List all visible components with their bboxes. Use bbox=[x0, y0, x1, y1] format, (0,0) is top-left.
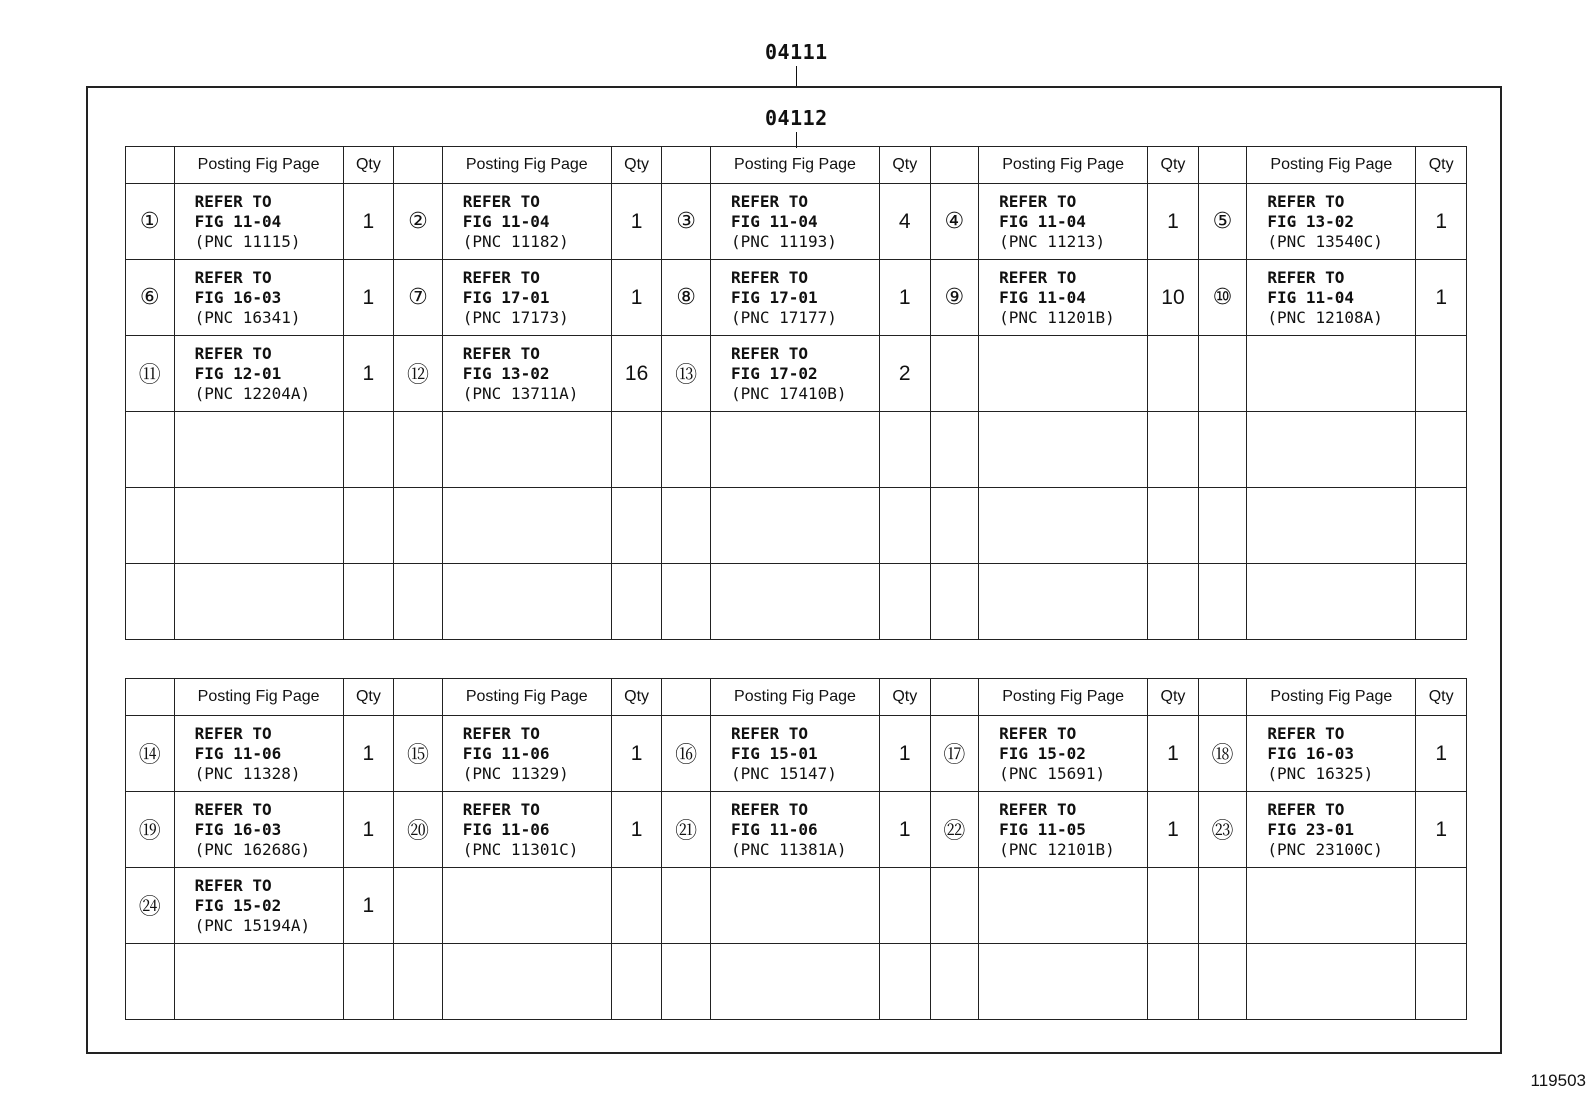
reference-line-l3: (PNC 17410B) bbox=[730, 383, 847, 403]
reference-line-l1: REFER TO bbox=[462, 799, 540, 819]
table-row bbox=[126, 260, 1467, 336]
quantity bbox=[611, 564, 662, 640]
quantity bbox=[879, 868, 930, 944]
reference-line-l2: FIG 16-03 bbox=[194, 287, 282, 307]
reference-line-l2: FIG 15-02 bbox=[999, 743, 1086, 763]
quantity: 1 bbox=[343, 716, 394, 792]
reference-line-l3: (PNC 12204A) bbox=[194, 383, 311, 403]
posting-reference bbox=[174, 944, 343, 1020]
header-qty: Qty bbox=[343, 679, 394, 716]
reference-line-l1: REFER TO bbox=[999, 267, 1077, 287]
header-qty: Qty bbox=[879, 147, 930, 184]
posting-reference bbox=[710, 412, 879, 488]
header-number-cell bbox=[662, 679, 711, 716]
item-number: ⑬ bbox=[662, 336, 711, 412]
posting-reference bbox=[710, 336, 879, 412]
reference-line-l1: REFER TO bbox=[462, 723, 540, 743]
quantity: 1 bbox=[879, 792, 930, 868]
reference-line-l2: FIG 17-01 bbox=[462, 287, 550, 307]
item-number: ④ bbox=[930, 184, 979, 260]
posting-reference bbox=[442, 336, 611, 412]
posting-reference bbox=[174, 184, 343, 260]
quantity: 1 bbox=[879, 260, 930, 336]
reference-line-l1: REFER TO bbox=[194, 343, 272, 363]
subgroup-code-label: 04112 bbox=[765, 106, 828, 130]
table-row bbox=[126, 944, 1467, 1020]
posting-reference bbox=[710, 792, 879, 868]
quantity bbox=[879, 944, 930, 1020]
reference-line-l1: REFER TO bbox=[462, 191, 540, 211]
quantity bbox=[343, 488, 394, 564]
reference-line-l3: (PNC 11182) bbox=[462, 231, 569, 251]
reference-line-l3: (PNC 11201B) bbox=[999, 307, 1115, 327]
reference-line-l1: REFER TO bbox=[999, 191, 1077, 211]
header-posting-fig-page: Posting Fig Page bbox=[979, 147, 1148, 184]
quantity: 1 bbox=[1416, 792, 1467, 868]
header-posting-fig-page: Posting Fig Page bbox=[442, 147, 611, 184]
reference-line-l2: FIG 16-03 bbox=[1267, 743, 1355, 763]
reference-line-l2: FIG 11-06 bbox=[462, 743, 550, 763]
item-number bbox=[394, 944, 443, 1020]
posting-reference bbox=[1247, 792, 1416, 868]
reference-line-l3: (PNC 17177) bbox=[730, 307, 837, 327]
reference-line-l1: REFER TO bbox=[730, 343, 809, 363]
reference-line-l3: (PNC 17173) bbox=[462, 307, 569, 327]
quantity: 1 bbox=[1416, 184, 1467, 260]
reference-line-l1: REFER TO bbox=[730, 191, 809, 211]
posting-reference bbox=[442, 792, 611, 868]
table-row bbox=[126, 412, 1467, 488]
posting-reference bbox=[1247, 488, 1416, 564]
posting-reference bbox=[442, 412, 611, 488]
posting-reference bbox=[979, 792, 1148, 868]
header-posting-fig-page: Posting Fig Page bbox=[979, 679, 1148, 716]
posting-reference bbox=[174, 412, 343, 488]
reference-line-l1: REFER TO bbox=[730, 723, 809, 743]
posting-reference bbox=[442, 868, 611, 944]
posting-reference bbox=[710, 944, 879, 1020]
item-number bbox=[394, 868, 443, 944]
reference-line-l3: (PNC 11381A) bbox=[730, 839, 847, 859]
header-posting-fig-page: Posting Fig Page bbox=[710, 679, 879, 716]
reference-line-l2: FIG 23-01 bbox=[1267, 819, 1355, 839]
header-number-cell bbox=[662, 147, 711, 184]
reference-line-l3: (PNC 13711A) bbox=[462, 383, 579, 403]
quantity: 1 bbox=[879, 716, 930, 792]
quantity: 1 bbox=[343, 336, 394, 412]
posting-reference bbox=[174, 260, 343, 336]
item-number bbox=[662, 564, 711, 640]
reference-line-l2: FIG 11-04 bbox=[194, 211, 282, 231]
item-number: ① bbox=[126, 184, 175, 260]
quantity bbox=[1148, 944, 1199, 1020]
quantity: 1 bbox=[343, 184, 394, 260]
header-posting-fig-page: Posting Fig Page bbox=[1247, 679, 1416, 716]
reference-line-l2: FIG 11-06 bbox=[730, 819, 818, 839]
item-number: ⑮ bbox=[394, 716, 443, 792]
reference-line-l3: (PNC 23100C) bbox=[1267, 839, 1383, 859]
item-number bbox=[1198, 944, 1247, 1020]
item-number bbox=[126, 412, 175, 488]
item-number bbox=[662, 488, 711, 564]
reference-line-l3: (PNC 16341) bbox=[194, 307, 301, 327]
reference-line-l3: (PNC 11213) bbox=[999, 231, 1106, 251]
reference-line-l3: (PNC 12101B) bbox=[999, 839, 1115, 859]
item-number bbox=[394, 412, 443, 488]
reference-line-l1: REFER TO bbox=[462, 267, 540, 287]
reference-line-l1: REFER TO bbox=[1267, 799, 1345, 819]
item-number: ㉒ bbox=[930, 792, 979, 868]
quantity: 1 bbox=[1148, 716, 1199, 792]
quantity bbox=[343, 564, 394, 640]
quantity: 1 bbox=[343, 260, 394, 336]
posting-reference bbox=[710, 260, 879, 336]
quantity: 1 bbox=[611, 184, 662, 260]
header-posting-fig-page: Posting Fig Page bbox=[174, 679, 343, 716]
quantity: 1 bbox=[1148, 184, 1199, 260]
quantity bbox=[1416, 564, 1467, 640]
quantity: 2 bbox=[879, 336, 930, 412]
reference-line-l3: (PNC 16268G) bbox=[194, 839, 311, 859]
quantity bbox=[611, 868, 662, 944]
item-number: ⑨ bbox=[930, 260, 979, 336]
reference-line-l2: FIG 13-02 bbox=[1267, 211, 1355, 231]
posting-reference bbox=[442, 488, 611, 564]
posting-reference bbox=[1247, 336, 1416, 412]
item-number bbox=[1198, 868, 1247, 944]
table-header-row bbox=[126, 679, 1467, 716]
reference-line-l1: REFER TO bbox=[1267, 723, 1345, 743]
posting-reference bbox=[442, 184, 611, 260]
posting-reference bbox=[442, 944, 611, 1020]
header-number-cell bbox=[930, 679, 979, 716]
group-code-leader-line bbox=[796, 66, 797, 87]
posting-reference bbox=[979, 488, 1148, 564]
illustration-serial-number: 119503 bbox=[1530, 1071, 1586, 1090]
item-number: ㉑ bbox=[662, 792, 711, 868]
quantity: 10 bbox=[1148, 260, 1199, 336]
quantity bbox=[1416, 488, 1467, 564]
table-row bbox=[126, 868, 1467, 944]
table-row bbox=[126, 792, 1467, 868]
reference-line-l2: FIG 11-04 bbox=[999, 211, 1086, 231]
quantity bbox=[879, 564, 930, 640]
reference-line-l2: FIG 11-04 bbox=[999, 287, 1086, 307]
reference-line-l1: REFER TO bbox=[730, 267, 809, 287]
header-number-cell bbox=[126, 147, 175, 184]
posting-reference bbox=[979, 564, 1148, 640]
item-number: ⑩ bbox=[1198, 260, 1247, 336]
posting-reference bbox=[174, 716, 343, 792]
item-number bbox=[930, 412, 979, 488]
reference-line-l3: (PNC 15147) bbox=[730, 763, 837, 783]
header-qty: Qty bbox=[611, 147, 662, 184]
quantity bbox=[343, 412, 394, 488]
reference-line-l1: REFER TO bbox=[1267, 267, 1345, 287]
quantity bbox=[611, 944, 662, 1020]
posting-reference bbox=[1247, 260, 1416, 336]
posting-reference bbox=[1247, 716, 1416, 792]
posting-reference bbox=[1247, 868, 1416, 944]
reference-line-l3: (PNC 11193) bbox=[730, 231, 837, 251]
reference-table-top bbox=[125, 146, 1467, 640]
header-posting-fig-page: Posting Fig Page bbox=[174, 147, 343, 184]
reference-line-l2: FIG 17-01 bbox=[730, 287, 818, 307]
posting-reference bbox=[1247, 184, 1416, 260]
header-qty: Qty bbox=[1416, 679, 1467, 716]
item-number bbox=[930, 488, 979, 564]
reference-line-l3: (PNC 15691) bbox=[999, 763, 1106, 783]
item-number bbox=[662, 944, 711, 1020]
item-number bbox=[1198, 412, 1247, 488]
quantity: 1 bbox=[611, 260, 662, 336]
quantity: 1 bbox=[611, 792, 662, 868]
item-number: ⑦ bbox=[394, 260, 443, 336]
item-number bbox=[930, 564, 979, 640]
header-posting-fig-page: Posting Fig Page bbox=[442, 679, 611, 716]
item-number: ⑯ bbox=[662, 716, 711, 792]
item-number bbox=[126, 564, 175, 640]
header-number-cell bbox=[930, 147, 979, 184]
posting-reference bbox=[442, 716, 611, 792]
item-number bbox=[1198, 336, 1247, 412]
item-number bbox=[394, 564, 443, 640]
quantity bbox=[879, 412, 930, 488]
posting-reference bbox=[174, 792, 343, 868]
table-row bbox=[126, 488, 1467, 564]
reference-line-l1: REFER TO bbox=[999, 799, 1077, 819]
reference-line-l2: FIG 13-02 bbox=[462, 363, 550, 383]
reference-line-l2: FIG 17-02 bbox=[730, 363, 818, 383]
group-code-label: 04111 bbox=[765, 40, 828, 64]
reference-line-l1: REFER TO bbox=[194, 267, 272, 287]
reference-line-l3: (PNC 11329) bbox=[462, 763, 569, 783]
header-qty: Qty bbox=[343, 147, 394, 184]
item-number bbox=[930, 944, 979, 1020]
quantity bbox=[1416, 944, 1467, 1020]
quantity bbox=[611, 412, 662, 488]
posting-reference bbox=[979, 944, 1148, 1020]
quantity: 4 bbox=[879, 184, 930, 260]
quantity bbox=[343, 944, 394, 1020]
header-qty: Qty bbox=[1148, 147, 1199, 184]
posting-reference bbox=[979, 716, 1148, 792]
header-number-cell bbox=[394, 679, 443, 716]
quantity bbox=[1148, 564, 1199, 640]
item-number bbox=[394, 488, 443, 564]
reference-line-l3: (PNC 13540C) bbox=[1267, 231, 1383, 251]
reference-line-l2: FIG 11-04 bbox=[730, 211, 818, 231]
reference-line-l1: REFER TO bbox=[462, 343, 540, 363]
header-posting-fig-page: Posting Fig Page bbox=[710, 147, 879, 184]
item-number bbox=[1198, 488, 1247, 564]
item-number bbox=[930, 868, 979, 944]
reference-line-l2: FIG 11-04 bbox=[1267, 287, 1355, 307]
posting-reference bbox=[979, 184, 1148, 260]
header-qty: Qty bbox=[1148, 679, 1199, 716]
quantity: 16 bbox=[611, 336, 662, 412]
quantity bbox=[879, 488, 930, 564]
reference-line-l2: FIG 11-06 bbox=[462, 819, 550, 839]
reference-line-l3: (PNC 11328) bbox=[194, 763, 301, 783]
quantity bbox=[1416, 868, 1467, 944]
header-posting-fig-page: Posting Fig Page bbox=[1247, 147, 1416, 184]
item-number: ⑰ bbox=[930, 716, 979, 792]
posting-reference bbox=[174, 488, 343, 564]
reference-table-bottom bbox=[125, 678, 1467, 1020]
header-number-cell bbox=[1198, 147, 1247, 184]
posting-reference bbox=[710, 868, 879, 944]
posting-reference bbox=[174, 868, 343, 944]
reference-line-l1: REFER TO bbox=[194, 799, 272, 819]
header-number-cell bbox=[394, 147, 443, 184]
reference-line-l1: REFER TO bbox=[194, 191, 272, 211]
item-number: ⑤ bbox=[1198, 184, 1247, 260]
header-number-cell bbox=[1198, 679, 1247, 716]
reference-line-l1: REFER TO bbox=[194, 723, 272, 743]
item-number: ㉓ bbox=[1198, 792, 1247, 868]
item-number bbox=[1198, 564, 1247, 640]
item-number: ⑫ bbox=[394, 336, 443, 412]
table-row bbox=[126, 184, 1467, 260]
quantity: 1 bbox=[1416, 716, 1467, 792]
reference-line-l3: (PNC 11115) bbox=[194, 231, 301, 251]
posting-reference bbox=[979, 336, 1148, 412]
item-number: ⑥ bbox=[126, 260, 175, 336]
reference-line-l1: REFER TO bbox=[1267, 191, 1345, 211]
item-number: ③ bbox=[662, 184, 711, 260]
reference-line-l1: REFER TO bbox=[999, 723, 1077, 743]
item-number bbox=[930, 336, 979, 412]
item-number bbox=[126, 488, 175, 564]
table-row bbox=[126, 336, 1467, 412]
item-number: ⑪ bbox=[126, 336, 175, 412]
posting-reference bbox=[979, 260, 1148, 336]
item-number bbox=[662, 412, 711, 488]
posting-reference bbox=[979, 868, 1148, 944]
posting-reference bbox=[1247, 564, 1416, 640]
reference-line-l1: REFER TO bbox=[194, 875, 272, 895]
posting-reference bbox=[1247, 944, 1416, 1020]
quantity bbox=[1416, 412, 1467, 488]
item-number bbox=[126, 944, 175, 1020]
quantity: 1 bbox=[343, 868, 394, 944]
item-number: ⑧ bbox=[662, 260, 711, 336]
quantity bbox=[1148, 336, 1199, 412]
reference-line-l2: FIG 15-01 bbox=[730, 743, 818, 763]
reference-line-l2: FIG 12-01 bbox=[194, 363, 282, 383]
item-number: ⑳ bbox=[394, 792, 443, 868]
quantity bbox=[1148, 868, 1199, 944]
quantity bbox=[611, 488, 662, 564]
item-number: ⑲ bbox=[126, 792, 175, 868]
posting-reference bbox=[710, 488, 879, 564]
table-row bbox=[126, 716, 1467, 792]
quantity: 1 bbox=[611, 716, 662, 792]
reference-line-l1: REFER TO bbox=[730, 799, 809, 819]
posting-reference bbox=[1247, 412, 1416, 488]
posting-reference bbox=[710, 184, 879, 260]
posting-reference bbox=[979, 412, 1148, 488]
posting-reference bbox=[174, 336, 343, 412]
posting-reference bbox=[710, 564, 879, 640]
table-row bbox=[126, 564, 1467, 640]
header-qty: Qty bbox=[611, 679, 662, 716]
header-number-cell bbox=[126, 679, 175, 716]
quantity: 1 bbox=[343, 792, 394, 868]
reference-line-l2: FIG 11-04 bbox=[462, 211, 550, 231]
header-qty: Qty bbox=[879, 679, 930, 716]
quantity: 1 bbox=[1416, 260, 1467, 336]
reference-line-l3: (PNC 16325) bbox=[1267, 763, 1374, 783]
quantity bbox=[1148, 488, 1199, 564]
reference-line-l2: FIG 11-06 bbox=[194, 743, 282, 763]
header-qty: Qty bbox=[1416, 147, 1467, 184]
posting-reference bbox=[442, 564, 611, 640]
quantity bbox=[1148, 412, 1199, 488]
item-number: ㉔ bbox=[126, 868, 175, 944]
posting-reference bbox=[442, 260, 611, 336]
table-header-row bbox=[126, 147, 1467, 184]
item-number: ② bbox=[394, 184, 443, 260]
item-number bbox=[662, 868, 711, 944]
posting-reference bbox=[174, 564, 343, 640]
posting-reference bbox=[710, 716, 879, 792]
reference-line-l2: FIG 11-05 bbox=[999, 819, 1086, 839]
reference-line-l2: FIG 16-03 bbox=[194, 819, 282, 839]
reference-line-l3: (PNC 12108A) bbox=[1267, 307, 1383, 327]
reference-line-l3: (PNC 11301C) bbox=[462, 839, 579, 859]
item-number: ⑭ bbox=[126, 716, 175, 792]
quantity: 1 bbox=[1148, 792, 1199, 868]
reference-line-l3: (PNC 15194A) bbox=[194, 915, 311, 935]
quantity bbox=[1416, 336, 1467, 412]
reference-line-l2: FIG 15-02 bbox=[194, 895, 282, 915]
item-number: ⑱ bbox=[1198, 716, 1247, 792]
